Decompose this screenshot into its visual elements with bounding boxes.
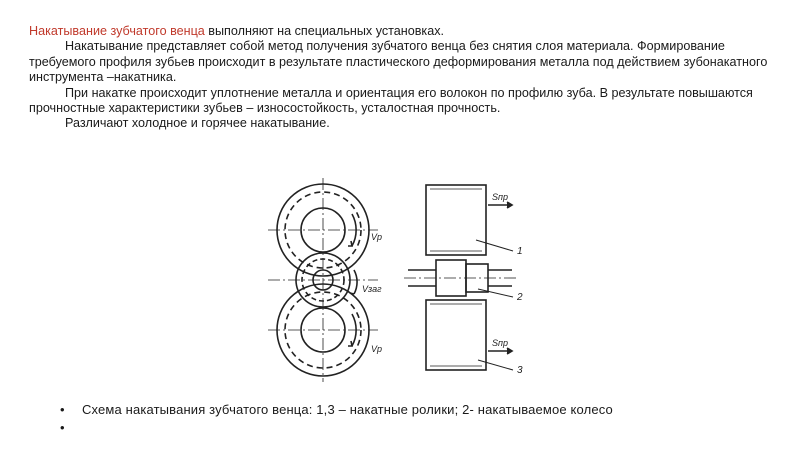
paragraph-1-rest: выполняют на специальных установках. xyxy=(204,24,445,38)
empty-bullet: • xyxy=(60,420,65,435)
rotation-arrow-middle xyxy=(354,270,357,294)
top-roller-side xyxy=(426,185,486,255)
callout-2: 2 xyxy=(517,292,523,303)
paragraph-4: Различают холодное и горячее накатывание. xyxy=(65,116,330,131)
leader-3 xyxy=(478,360,513,370)
label-snp-bottom: Sпр xyxy=(492,338,508,348)
label-vzag: Vзаг xyxy=(362,284,382,294)
caption-bullet: • xyxy=(60,402,65,417)
callout-1: 1 xyxy=(517,246,523,257)
leader-2 xyxy=(478,289,513,297)
bottom-roller-side xyxy=(426,300,486,370)
paragraph-3: При накатке происходит уплотнение металла и ориентация его волокон по профилю зуба. В результате повышаются прочностные характеристики зубьев – износостойкость, усталостная прочность. xyxy=(29,85,753,116)
callout-3: 3 xyxy=(517,365,523,376)
label-snp-top: Sпр xyxy=(492,192,508,202)
highlight-term: Накатывание зубчатого венца xyxy=(29,24,205,38)
leader-1 xyxy=(476,240,513,251)
paragraph-2: Накатывание представляет собой метод получения зубчатого венца без снятия слоя материала. Формирование требуемого профиля зубьев происходит в результате пластического деформирования металла под действием зубонакатного инструмента –накатника. xyxy=(29,39,768,85)
caption-text: Схема накатывания зубчатого венца: 1,3 – накатные ролики; 2- накатываемое колесо xyxy=(82,402,613,417)
label-vp-top: Vp xyxy=(371,232,383,242)
label-vp-bottom: Vp xyxy=(371,344,383,354)
